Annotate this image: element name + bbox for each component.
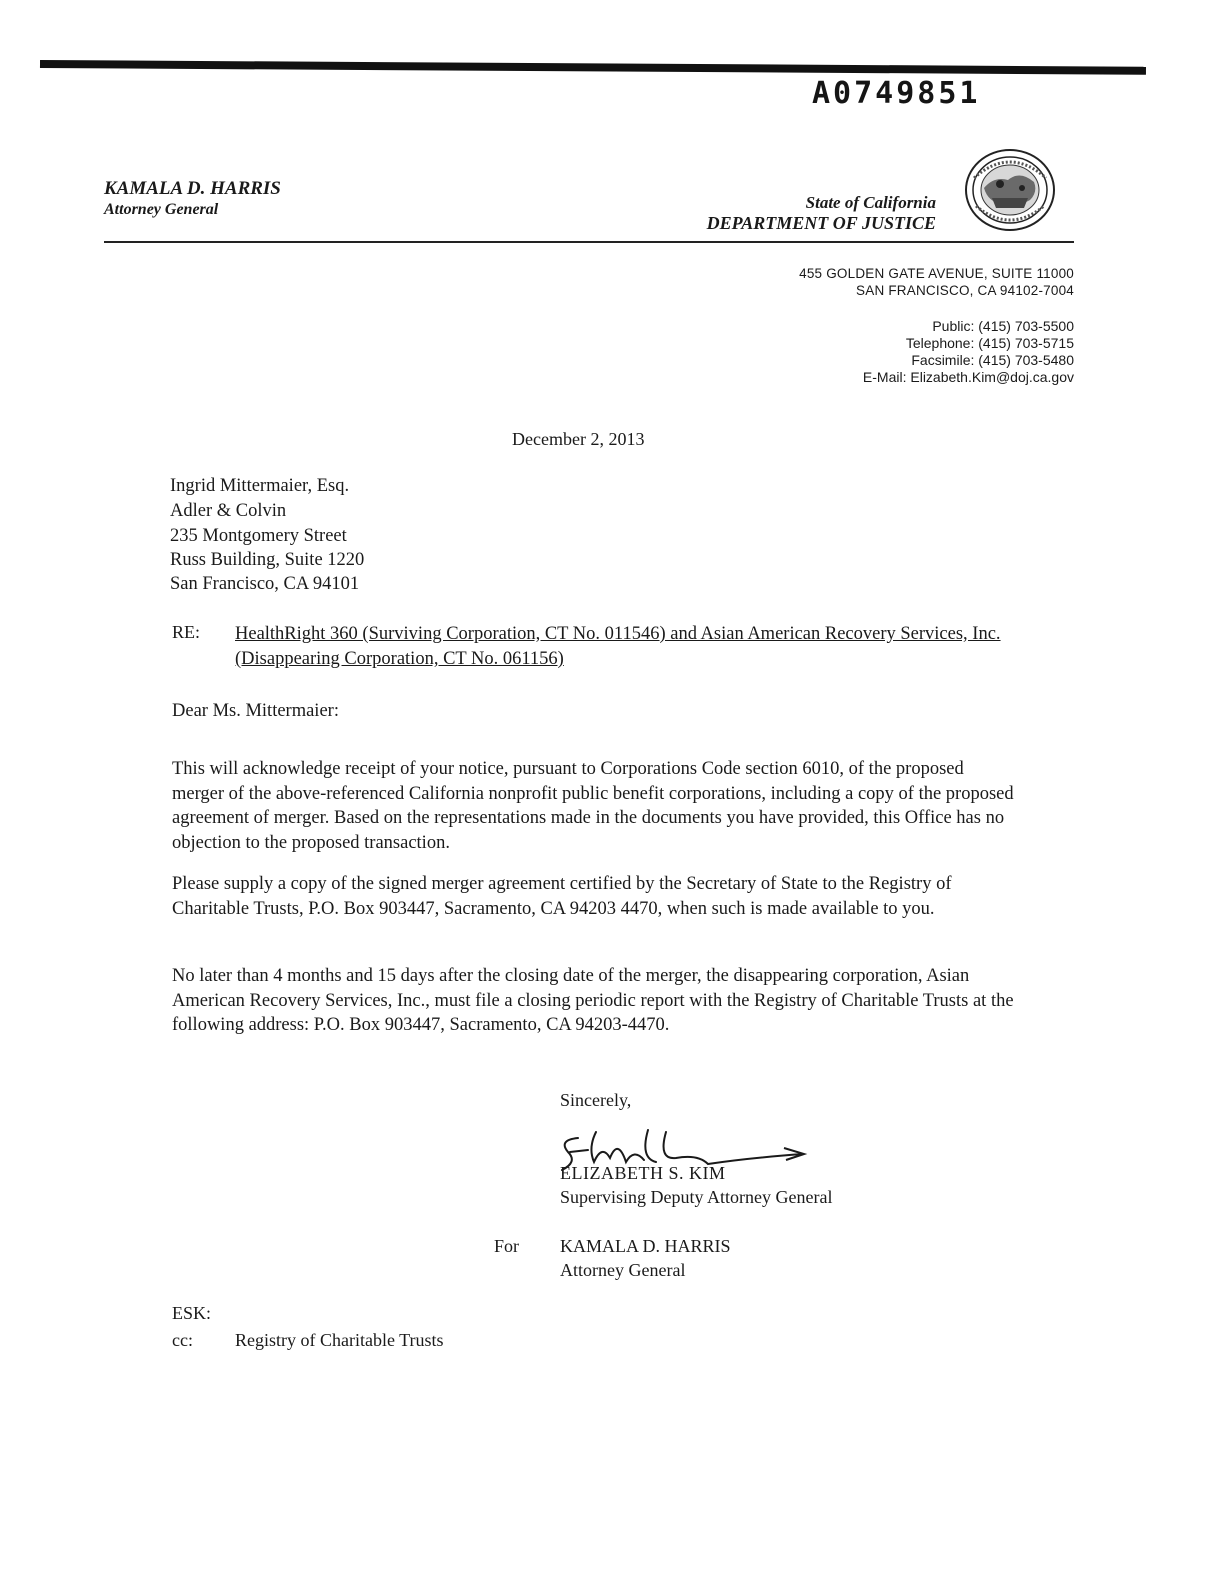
recipient-name: Ingrid Mittermaier, Esq. xyxy=(170,476,350,496)
address-line-1: 455 GOLDEN GATE AVENUE, SUITE 11000 xyxy=(799,266,1074,281)
recipient-city: San Francisco, CA 94101 xyxy=(170,574,360,594)
top-rule xyxy=(40,60,1146,75)
cc-recipient: Registry of Charitable Trusts xyxy=(235,1330,444,1350)
for-title: Attorney General xyxy=(560,1260,686,1280)
body-paragraph-2: Please supply a copy of the signed merger agreement certified by the Secretary of State to the Registry of Charitable Trusts, P.O. Box 903447, Sacramento, CA 94203 4470, when such is made available to you. xyxy=(172,874,952,919)
recipient-street: 235 Montgomery Street xyxy=(170,526,347,546)
re-label: RE: xyxy=(172,622,201,642)
cc-label: cc: xyxy=(172,1330,193,1350)
document-number: A0749851 xyxy=(812,76,981,111)
address-line-2: SAN FRANCISCO, CA 94102-7004 xyxy=(856,283,1074,298)
public-phone: Public: (415) 703-5500 xyxy=(932,318,1074,334)
state-name: State of California xyxy=(805,193,936,212)
author-initials: ESK: xyxy=(172,1303,212,1323)
facsimile: Facsimile: (415) 703-5480 xyxy=(911,352,1074,368)
for-label: For xyxy=(494,1236,520,1256)
state-seal-icon xyxy=(964,148,1056,232)
recipient-building: Russ Building, Suite 1220 xyxy=(170,550,365,570)
for-name: KAMALA D. HARRIS xyxy=(560,1236,731,1256)
attorney-general-name: KAMALA D. HARRIS xyxy=(104,178,281,199)
signer-name: ELIZABETH S. KIM xyxy=(560,1163,726,1183)
body-paragraph-1: This will acknowledge receipt of your notice, pursuant to Corporations Code section 6010, of the proposed merger of the above-referenced California nonprofit public benefit corporations, including a copy of the proposed agreement of merger. Based on the representations made in the documents you have provided, this Office has no objection to the proposed transaction. xyxy=(172,759,1014,853)
re-subject: HealthRight 360 (Surviving Corporation, CT No. 011546) and Asian American Recovery Services, Inc. (Disappearing Corporation, CT No. 061156) xyxy=(235,624,1001,669)
telephone: Telephone: (415) 703-5715 xyxy=(905,335,1074,351)
salutation: Dear Ms. Mittermaier: xyxy=(172,701,339,721)
closing-sincerely: Sincerely, xyxy=(560,1090,632,1110)
attorney-general-title: Attorney General xyxy=(104,201,219,218)
signer-title: Supervising Deputy Attorney General xyxy=(560,1187,833,1207)
letter-date: December 2, 2013 xyxy=(512,429,645,449)
email: E-Mail: Elizabeth.Kim@doj.ca.gov xyxy=(862,369,1074,385)
letterhead-divider xyxy=(104,241,1074,243)
body-paragraph-3: No later than 4 months and 15 days after the closing date of the merger, the disappearing corporation, Asian American Recovery Services, Inc., must file a closing periodic report with the Registry of Charitable Trusts at the following address: P.O. Box 903447, Sacramento, CA 94203-4470. xyxy=(172,966,1014,1035)
department-name: DEPARTMENT OF JUSTICE xyxy=(706,213,936,233)
recipient-firm: Adler & Colvin xyxy=(170,501,287,521)
